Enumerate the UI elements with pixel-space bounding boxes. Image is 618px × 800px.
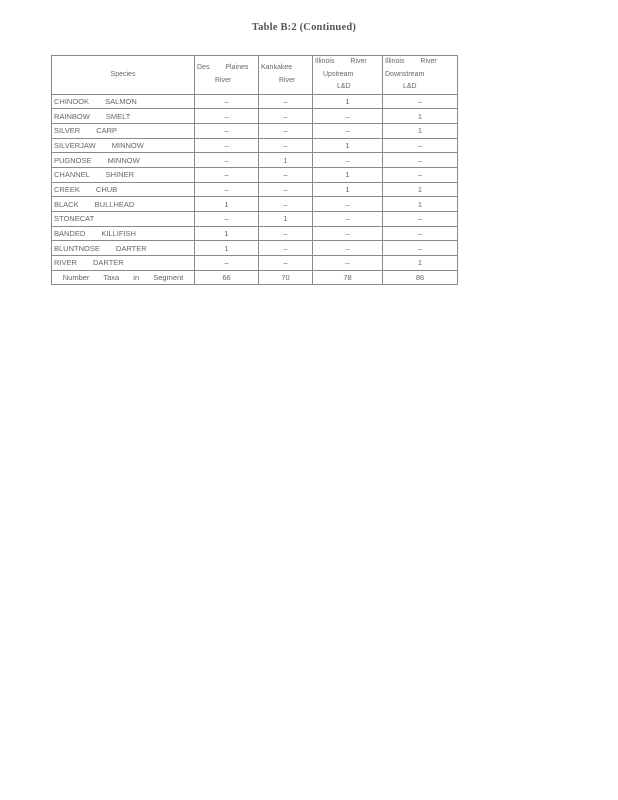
value-cell: 1	[259, 212, 313, 227]
value-cell: –	[259, 256, 313, 271]
table-row	[52, 94, 458, 109]
value-cell: –	[195, 212, 259, 227]
table-row	[52, 167, 458, 182]
table-row	[52, 241, 458, 256]
table-row	[52, 109, 458, 124]
value-cell: –	[259, 123, 313, 138]
species-cell: SILVER CARP	[52, 123, 195, 138]
table-title: Table B:2 (Continued)	[251, 22, 357, 33]
species-cell: CHANNEL SHINER	[52, 167, 195, 182]
header-illinois-downstream-line-2: Downstream	[385, 70, 425, 78]
value-cell: –	[259, 167, 313, 182]
value-cell: –	[259, 241, 313, 256]
species-cell: CREEK CHUB	[52, 182, 195, 197]
value-cell: 1	[383, 109, 458, 124]
species-table	[51, 55, 458, 285]
value-cell: –	[313, 153, 383, 168]
table-row	[52, 226, 458, 241]
header-illinois-upstream-line-1: Illinois River	[315, 58, 367, 65]
header-illinois-downstream	[383, 56, 458, 95]
value-cell: –	[259, 94, 313, 109]
table-row	[52, 256, 458, 271]
value-cell: –	[383, 226, 458, 241]
species-cell: SILVERJAW MINNOW	[52, 138, 195, 153]
header-illinois-upstream-line-3: L&D	[337, 83, 351, 90]
value-cell: –	[313, 212, 383, 227]
value-cell: 1	[259, 153, 313, 168]
value-cell: –	[313, 256, 383, 271]
species-cell: BANDED KILLIFISH	[52, 226, 195, 241]
species-cell: PUGNOSE MINNOW	[52, 153, 195, 168]
header-des-plaines-line-2: River	[215, 76, 232, 84]
header-illinois-upstream	[313, 56, 383, 95]
value-cell: –	[313, 197, 383, 212]
value-cell: 1	[383, 182, 458, 197]
table-row	[52, 123, 458, 138]
total-label: Number Taxa in Segment	[52, 270, 195, 285]
table-row	[52, 212, 458, 227]
value-cell: –	[383, 212, 458, 227]
value-cell: –	[195, 109, 259, 124]
total-value: 66	[195, 270, 259, 285]
value-cell: –	[195, 94, 259, 109]
header-des-plaines-line-1: Des Plaines	[197, 64, 249, 72]
value-cell: 1	[195, 226, 259, 241]
value-cell: 1	[383, 197, 458, 212]
species-cell: STONECAT	[52, 212, 195, 227]
total-value: 86	[383, 270, 458, 285]
value-cell: –	[195, 153, 259, 168]
header-kankakee-line-1: Kankakee	[261, 64, 293, 72]
header-kankakee	[259, 56, 313, 95]
value-cell: –	[383, 138, 458, 153]
total-value: 78	[313, 270, 383, 285]
value-cell: 1	[195, 241, 259, 256]
value-cell: 1	[313, 138, 383, 153]
header-species: Species	[52, 56, 195, 95]
value-cell: –	[313, 226, 383, 241]
value-cell: 1	[313, 94, 383, 109]
table-row	[52, 197, 458, 212]
header-illinois-downstream-line-3: L&D	[403, 83, 417, 90]
value-cell: –	[259, 182, 313, 197]
value-cell: –	[313, 123, 383, 138]
value-cell: 1	[383, 256, 458, 271]
value-cell: –	[259, 226, 313, 241]
table-header-row	[52, 56, 458, 95]
species-cell: RAINBOW SMELT	[52, 109, 195, 124]
value-cell: –	[383, 167, 458, 182]
total-row	[52, 270, 458, 285]
value-cell: –	[195, 256, 259, 271]
species-cell: BLUNTNOSE DARTER	[52, 241, 195, 256]
table-row	[52, 182, 458, 197]
header-kankakee-line-2: River	[279, 76, 296, 84]
header-illinois-upstream-line-2: Upstream	[323, 70, 354, 78]
value-cell: 1	[313, 167, 383, 182]
value-cell: –	[313, 241, 383, 256]
value-cell: –	[195, 138, 259, 153]
header-des-plaines	[195, 56, 259, 95]
value-cell: –	[383, 153, 458, 168]
total-value: 70	[259, 270, 313, 285]
table-row	[52, 138, 458, 153]
value-cell: –	[259, 138, 313, 153]
value-cell: –	[383, 94, 458, 109]
value-cell: –	[383, 241, 458, 256]
header-illinois-downstream-line-1: Illinois River	[385, 58, 437, 65]
value-cell: –	[195, 182, 259, 197]
value-cell: –	[195, 123, 259, 138]
value-cell: –	[313, 109, 383, 124]
value-cell: –	[259, 197, 313, 212]
value-cell: –	[195, 167, 259, 182]
table-row	[52, 153, 458, 168]
value-cell: 1	[383, 123, 458, 138]
species-cell: RIVER DARTER	[52, 256, 195, 271]
value-cell: 1	[313, 182, 383, 197]
value-cell: 1	[195, 197, 259, 212]
species-cell: BLACK BULLHEAD	[52, 197, 195, 212]
value-cell: –	[259, 109, 313, 124]
species-cell: CHINOOK SALMON	[52, 94, 195, 109]
